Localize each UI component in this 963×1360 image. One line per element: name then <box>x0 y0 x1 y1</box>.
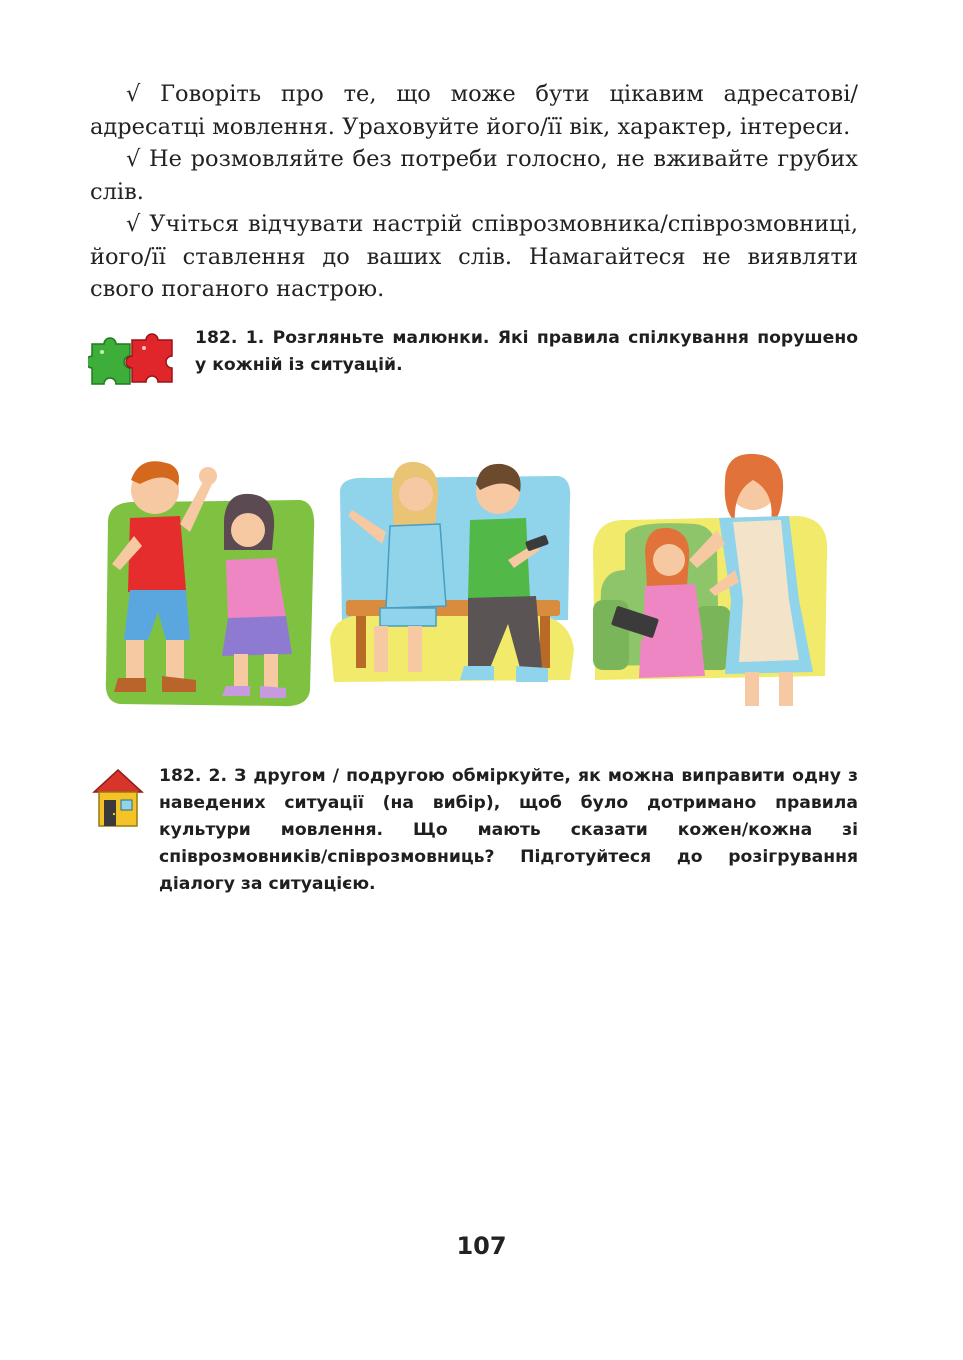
house-icon <box>92 768 144 828</box>
communication-rules <box>90 78 858 306</box>
illustration-quarrel <box>100 440 320 720</box>
task-182-1: 182. 1. Розгляньте малюнки. Які правила спілкування порушено у кожній із ситуацій. <box>195 328 858 375</box>
rule-item: √ Не розмовляйте без потреби голосно, не вживайте грубих слів. <box>90 146 858 205</box>
task-182-2: 182. 2. З другом / подругою обміркуйте, як можна виправити одну з наведених ситуації (на вибір), щоб було дотримано правила культури мовлення. Що мають сказати кожен/кожна зі співрозмовників/співрозмовниць? Підготуйтеся до розігрування діалогу за ситуацією. <box>159 766 858 894</box>
puzzle-icon <box>88 330 176 390</box>
illustration-bench <box>330 440 575 720</box>
rule-item: √ Учіться відчувати настрій співрозмовника/співрозмовниці, його/її ставлення до ваших слів. Намагайтеся не виявляти свого поганого настрою. <box>90 211 858 302</box>
illustration-tablet <box>585 440 835 720</box>
page-number: 107 <box>456 1232 507 1260</box>
rule-item: √ Говоріть про те, що може бути цікавим адресатові/адресатці мовлення. Ураховуйте його/її вік, характер, інтереси. <box>90 81 858 140</box>
